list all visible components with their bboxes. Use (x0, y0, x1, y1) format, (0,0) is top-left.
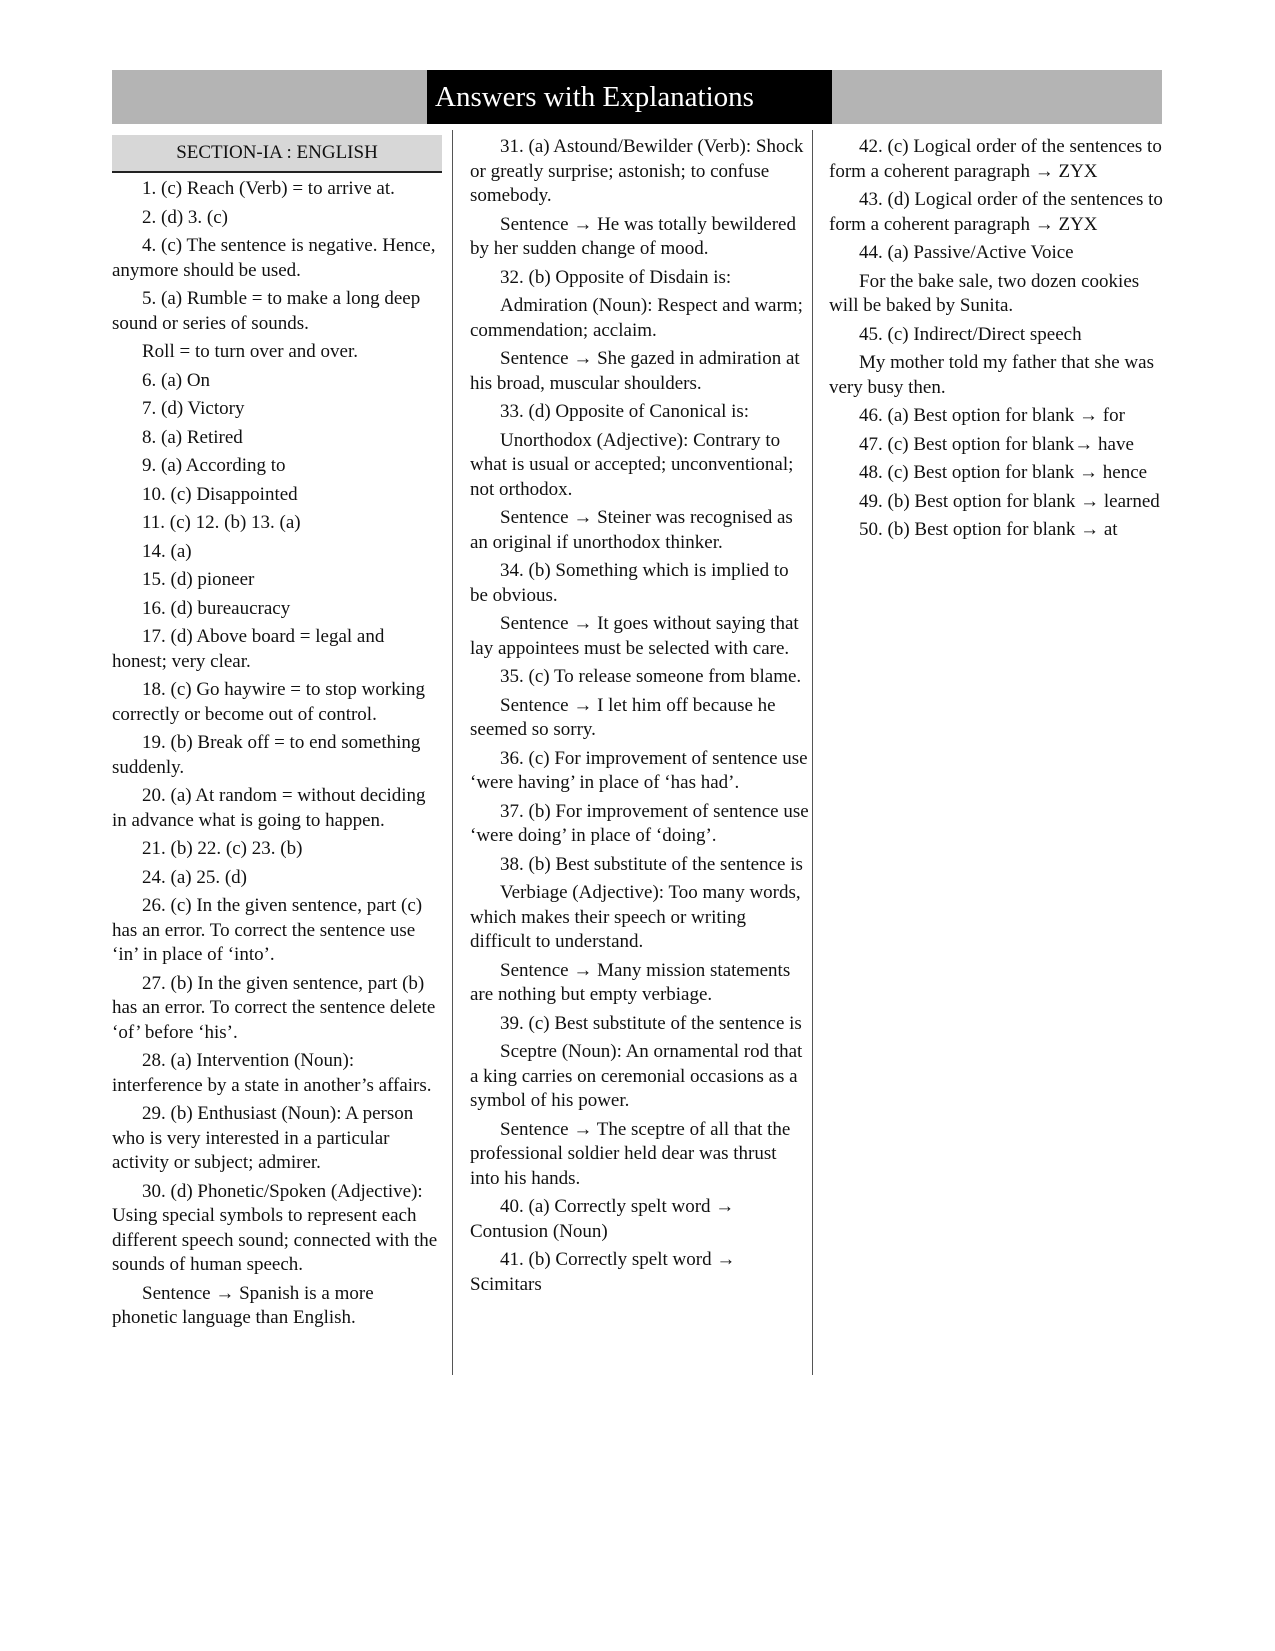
answer-item: 34. (b) Something which is implied to be obvious. (470, 560, 789, 606)
answer-item: 44. (a) Passive/Active Voice (859, 242, 1074, 263)
answer-item: 43. (d) Logical order of the sentences to form a coherent paragraph → ZYX (829, 189, 1163, 235)
answer-item: 32. (b) Opposite of Disdain is: (500, 266, 732, 288)
answer-item: 42. (c) Logical order of the sentences to form a coherent paragraph → ZYX (829, 136, 1162, 182)
answer-item: 31. (a) Astound/Bewilder (Verb): Shock or greatly surprise; astonish; to confuse somebody. (470, 136, 804, 206)
answer-item: Sceptre (Noun): An ornamental rod that a king carries on ceremonial occasions as a symbol of his power. (470, 1041, 803, 1111)
answer-item: 5. (a) Rumble = to make a long deep sound or series of sounds. (112, 288, 421, 334)
answer-item: Sentence → It goes without saying that lay appointees must be selected with care. (470, 613, 799, 659)
answer-item: 41. (b) Correctly spelt word → Scimitars (470, 1249, 736, 1295)
answer-item: 33. (d) Opposite of Canonical is: (500, 401, 750, 422)
answer-item: 35. (c) To release someone from blame. (500, 666, 802, 687)
answer-item: 20. (a) At random = without deciding in advance what is going to happen. (112, 785, 426, 831)
answer-item: My mother told my father that she was very busy then. (829, 352, 1154, 398)
answer-item: 10. (c) Disappointed (142, 483, 298, 505)
answer-item: Unorthodox (Adjective): Contrary to what is usual or accepted; unconventional; not orthodox. (470, 429, 794, 500)
answer-item: 38. (b) Best substitute of the sentence is (500, 853, 803, 875)
answers-column-2 (470, 135, 810, 1301)
page-title: Answers with Explanations (427, 70, 832, 124)
answer-item: 24. (a) 25. (d) (142, 866, 247, 888)
answer-item: 48. (c) Best option for blank → hence (859, 462, 1148, 483)
answer-item: Sentence → He was totally bewildered by her sudden change of mood. (470, 213, 796, 259)
answer-item: Verbiage (Adjective): Too many words, which makes their speech or writing difficult to understand. (470, 882, 801, 952)
answer-item: Sentence → Spanish is a more phonetic language than English. (112, 1282, 374, 1328)
answer-item: 15. (d) pioneer (142, 569, 255, 590)
answer-item: 9. (a) According to (142, 455, 286, 476)
answer-item: For the bake sale, two dozen cookies will be baked by Sunita. (829, 270, 1140, 316)
header-banner (112, 70, 1162, 124)
column-divider-1 (452, 130, 453, 1375)
answer-item: 26. (c) In the given sentence, part (c) has an error. To correct the sentence use ‘in’ in place of ‘into’. (112, 895, 423, 965)
answer-item: 17. (d) Above board = legal and honest; very clear. (112, 626, 385, 672)
answer-item: 19. (b) Break off = to end something suddenly. (112, 732, 421, 778)
answers-column-1 (112, 135, 442, 1335)
answer-item: 7. (d) Victory (142, 398, 245, 419)
answer-item: 1. (c) Reach (Verb) = to arrive at. (142, 178, 395, 199)
answer-item: 4. (c) The sentence is negative. Hence, anymore should be used. (112, 235, 436, 281)
answer-item: Sentence → She gazed in admiration at his broad, muscular shoulders. (470, 348, 800, 394)
answer-item: 30. (d) Phonetic/Spoken (Adjective): Using special symbols to represent each different speech sound; connected with the sounds of human speech. (112, 1180, 438, 1275)
answer-item: 50. (b) Best option for blank → at (859, 519, 1118, 540)
answer-item: Sentence → Steiner was recognised as an original if unorthodox thinker. (470, 507, 793, 553)
answer-item: 46. (a) Best option for blank → for (859, 405, 1125, 426)
answer-item: 11. (c) 12. (b) 13. (a) (142, 512, 301, 533)
answer-item: 16. (d) bureaucracy (142, 597, 291, 619)
answer-item: 40. (a) Correctly spelt word → Contusion (Noun) (470, 1196, 735, 1242)
answer-item: 28. (a) Intervention (Noun): interference by a state in another’s affairs. (112, 1050, 432, 1096)
answers-column-3 (829, 135, 1164, 547)
answer-item: Sentence → The sceptre of all that the professional soldier held dear was thrust into his hands. (470, 1118, 791, 1189)
answer-item: Sentence → Many mission statements are nothing but empty verbiage. (470, 959, 791, 1005)
column-divider-2 (812, 130, 813, 1375)
answer-item: 45. (c) Indirect/Direct speech (859, 323, 1082, 345)
answer-item: Admiration (Noun): Respect and warm; commendation; acclaim. (470, 295, 803, 341)
answer-item: 6. (a) On (142, 369, 211, 391)
answer-item: Sentence → I let him off because he seemed so sorry. (470, 694, 776, 740)
answer-item: 29. (b) Enthusiast (Noun): A person who is very interested in a particular activity or subject; admirer. (112, 1103, 414, 1173)
answer-item: 49. (b) Best option for blank → learned (859, 490, 1160, 512)
answer-item: 47. (c) Best option for blank→ have (859, 433, 1134, 455)
answer-item: 2. (d) 3. (c) (142, 206, 228, 228)
answer-item: 37. (b) For improvement of sentence use ‘were doing’ in place of ‘doing’. (470, 800, 809, 846)
answer-item: 39. (c) Best substitute of the sentence is (500, 1012, 802, 1034)
answer-item: 36. (c) For improvement of sentence use ‘were having’ in place of ‘has had’. (470, 747, 808, 793)
answer-item: 14. (a) (142, 540, 192, 562)
answer-item: 27. (b) In the given sentence, part (b) has an error. To correct the sentence delete ‘of’ before ‘his’. (112, 972, 436, 1043)
answer-item: 21. (b) 22. (c) 23. (b) (142, 838, 303, 859)
answer-item: Roll = to turn over and over. (142, 341, 358, 362)
section-title: SECTION-IA : ENGLISH (112, 135, 442, 173)
answer-item: 18. (c) Go haywire = to stop working correctly or become out of control. (112, 679, 425, 725)
answer-item: 8. (a) Retired (142, 426, 243, 448)
